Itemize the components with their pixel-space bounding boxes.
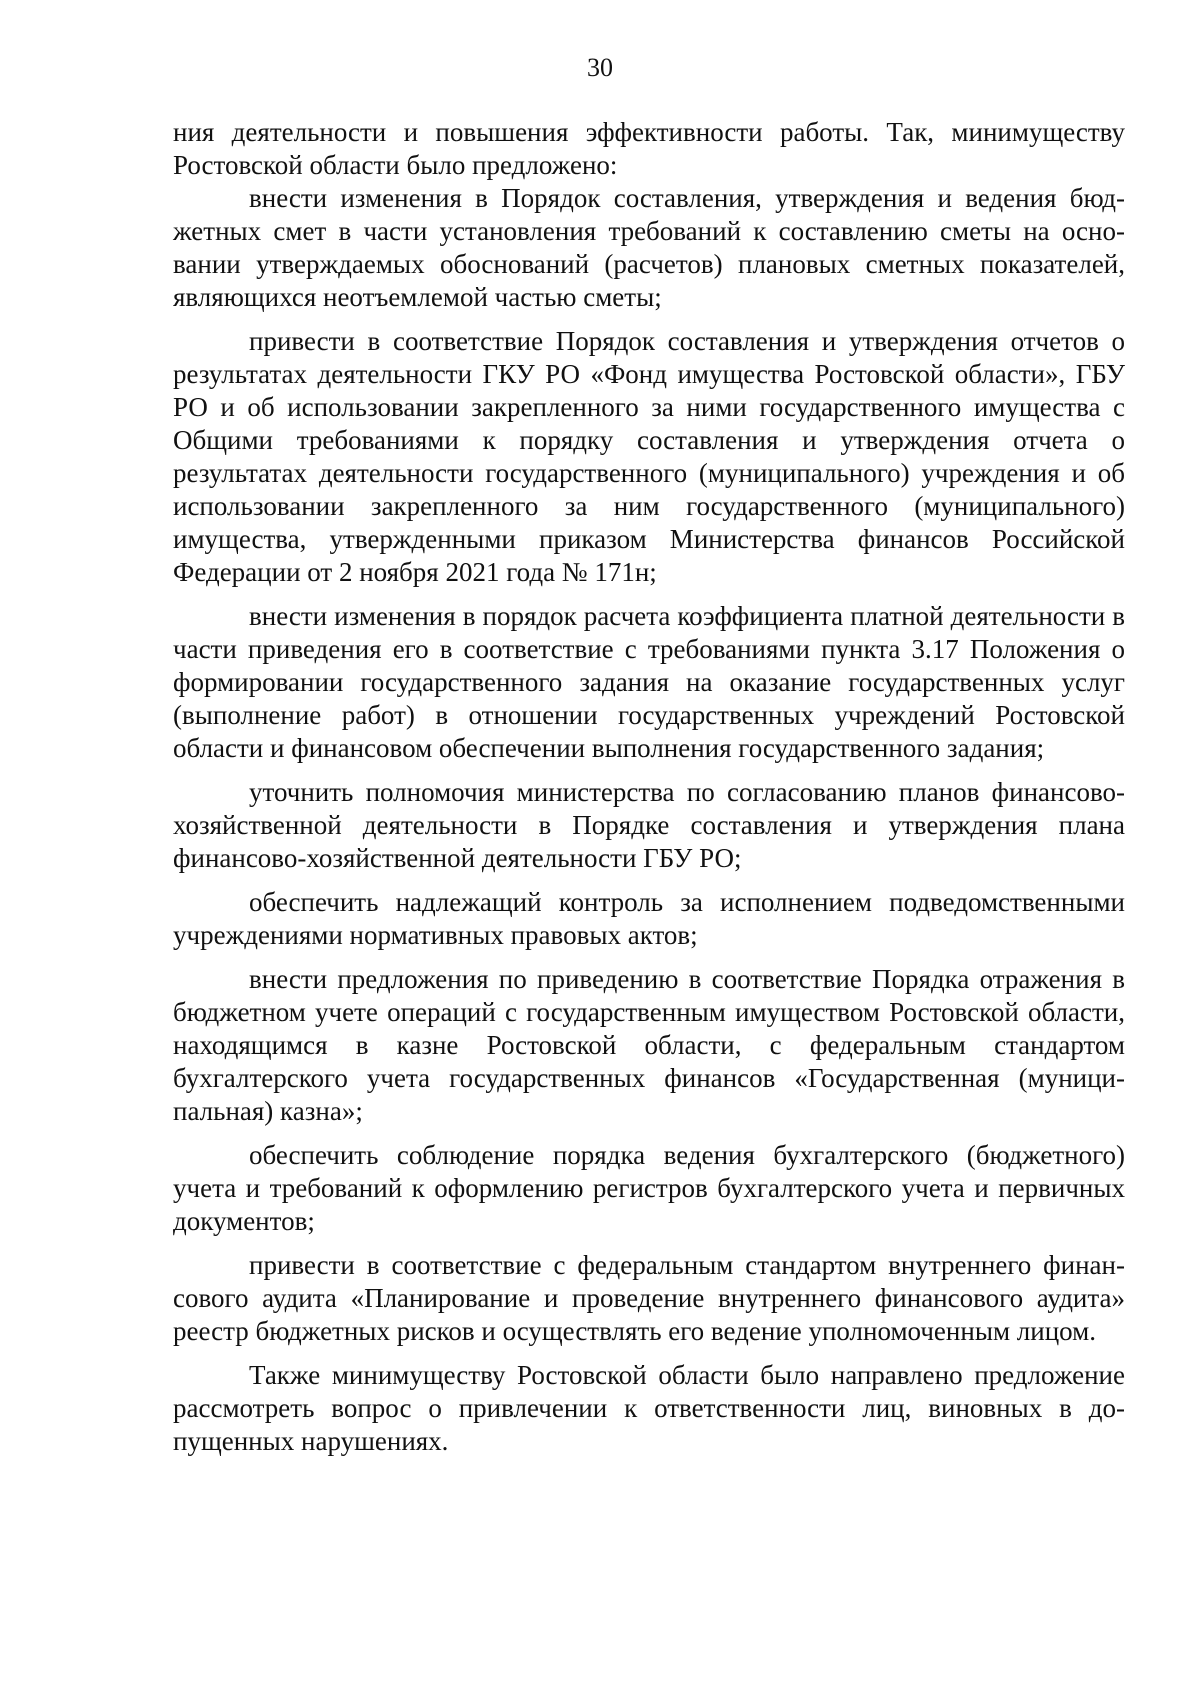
paragraph-bookkeeping: обеспечить соблюдение порядка ведения бухгалтерского (бюджетного) учета и требований к оформлению регистров бухгалтерского учета и первичных документов; (173, 1140, 1125, 1236)
paragraph-ministry-powers: уточнить полномочия министерства по согласованию планов финансово-хозяйственной деятельности в Порядке составления и утверждения плана финансово-хозяйственной деятельности ГБУ РО; (173, 777, 1125, 873)
paragraph-liability: Также минимуществу Ростовской области было направлено предложение рассмотреть вопрос о привлечении к ответственности лиц, виновных в допущенных нарушениях. (173, 1360, 1125, 1456)
paragraph-treasury-accounting: внести предложения по приведению в соответствие Порядка отражения в бюджетном учете операций с государственным имуществом Ростовской области, находящимся в казне Ростовской области, с федеральным стандартом бухгалтерского учета государственных финансов «Государственная (муниципальная) казна»; (173, 964, 1125, 1126)
paragraph-paid-activity-coefficient: внести изменения в порядок расчета коэффициента платной деятельности в части приведения его в соответствие с требованиями пункта 3.17 Положения о формировании государственного задания на оказание государственных услуг (выполнение работ) в отношении государственных учреждений Ростовской области и финансовом обеспечении выполнения государственного задания; (173, 601, 1125, 763)
paragraph-performance-reports: привести в соответствие Порядок составления и утверждения отчетов о результатах деятельности ГКУ РО «Фонд имущества Ростовской области», ГБУ РО и об использовании закрепленного за ними государственного имущества с Общими требованиями к порядку составления и утверждения отчета о результатах деятельности государственного (муниципального) учреждения и об использовании закрепленного за ним государственного (муниципального) имущества, утвержденными приказом Министерства финансов Российской Федерации от 2 ноября 2021 года № 171н; (173, 326, 1125, 587)
paragraph-internal-audit: привести в соответствие с федеральным стандартом внутреннего финансового аудита «Планирование и проведение внутреннего финансового аудита» реестр бюджетных рисков и осуществлять его ведение уполномоченным лицом. (173, 1250, 1125, 1346)
paragraph-control: обеспечить надлежащий контроль за исполнением подведомственными учреждениями нормативных правовых актов; (173, 887, 1125, 950)
paragraph-budget-estimates: внести изменения в Порядок составления, утверждения и ведения бюджетных смет в части установления требований к составлению сметы на основании утверждаемых обоснований (расчетов) плановых сметных показателей, являющихся неотъемлемой частью сметы; (173, 183, 1125, 312)
document-body (173, 116, 1125, 1469)
page-number: 30 (587, 53, 613, 82)
paragraph-continuation: ния деятельности и повышения эффективности работы. Так, минимуществу Ростовской области было предложено: (173, 117, 1125, 180)
